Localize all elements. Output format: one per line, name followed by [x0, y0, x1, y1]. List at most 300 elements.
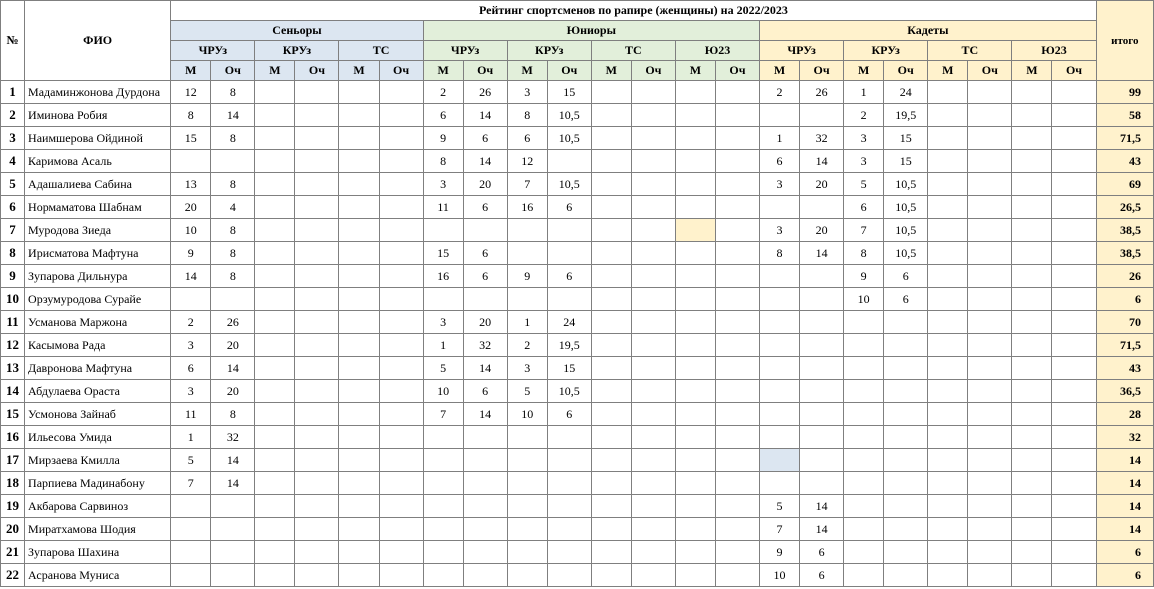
score-cell	[463, 288, 507, 311]
score-cell	[379, 242, 423, 265]
score-cell	[968, 426, 1012, 449]
score-cell	[968, 81, 1012, 104]
subheader-och: Оч	[379, 61, 423, 81]
score-cell	[928, 449, 968, 472]
row-total: 71,5	[1096, 127, 1153, 150]
score-cell: 20	[463, 311, 507, 334]
score-cell	[295, 472, 339, 495]
competition-header: КРУз	[507, 41, 591, 61]
table-row	[1, 518, 1154, 541]
score-cell	[715, 81, 759, 104]
score-cell	[211, 541, 255, 564]
score-cell: 6	[463, 196, 507, 219]
row-number: 20	[1, 518, 25, 541]
subheader-och: Оч	[1052, 61, 1096, 81]
score-cell: 3	[507, 357, 547, 380]
score-cell: 20	[800, 219, 844, 242]
score-cell	[423, 426, 463, 449]
table-row	[1, 81, 1154, 104]
score-cell	[255, 288, 295, 311]
score-cell: 8	[171, 104, 211, 127]
score-cell: 10	[844, 288, 884, 311]
score-cell	[675, 104, 715, 127]
score-cell: 12	[171, 81, 211, 104]
score-cell: 15	[547, 81, 591, 104]
competition-header: Ю23	[675, 41, 759, 61]
score-cell: 6	[171, 357, 211, 380]
score-cell	[591, 173, 631, 196]
score-cell	[1052, 104, 1096, 127]
score-cell	[631, 242, 675, 265]
score-cell: 3	[171, 380, 211, 403]
score-cell	[295, 403, 339, 426]
score-cell	[463, 564, 507, 587]
score-cell	[1012, 426, 1052, 449]
score-cell	[379, 81, 423, 104]
table-row	[1, 265, 1154, 288]
score-cell: 8	[423, 150, 463, 173]
athlete-name: Ирисматова Мафтуна	[25, 242, 171, 265]
score-cell	[675, 173, 715, 196]
row-total: 28	[1096, 403, 1153, 426]
score-cell	[928, 403, 968, 426]
score-cell	[295, 219, 339, 242]
score-cell	[675, 334, 715, 357]
score-cell	[844, 495, 884, 518]
score-cell	[928, 127, 968, 150]
score-cell: 24	[884, 81, 928, 104]
score-cell	[1052, 127, 1096, 150]
score-cell	[591, 564, 631, 587]
score-cell: 6	[423, 104, 463, 127]
row-total: 14	[1096, 449, 1153, 472]
score-cell	[339, 104, 379, 127]
competition-header: ТС	[591, 41, 675, 61]
score-cell	[295, 242, 339, 265]
score-cell	[1052, 495, 1096, 518]
score-cell	[760, 196, 800, 219]
score-cell	[760, 449, 800, 472]
score-cell	[423, 288, 463, 311]
score-cell: 15	[171, 127, 211, 150]
score-cell	[800, 104, 844, 127]
score-cell	[339, 403, 379, 426]
score-cell	[968, 288, 1012, 311]
table-row	[1, 380, 1154, 403]
score-cell	[171, 495, 211, 518]
score-cell	[1052, 426, 1096, 449]
subheader-m: М	[675, 61, 715, 81]
score-cell	[507, 242, 547, 265]
table-row	[1, 495, 1154, 518]
score-cell	[255, 219, 295, 242]
score-cell	[675, 495, 715, 518]
row-total: 71,5	[1096, 334, 1153, 357]
score-cell: 6	[800, 564, 844, 587]
athlete-name: Каримова Асаль	[25, 150, 171, 173]
subheader-m: М	[339, 61, 379, 81]
score-cell	[1012, 495, 1052, 518]
score-cell: 2	[423, 81, 463, 104]
score-cell	[379, 564, 423, 587]
competition-header: ТС	[339, 41, 423, 61]
row-total: 6	[1096, 541, 1153, 564]
score-cell	[968, 403, 1012, 426]
score-cell	[631, 311, 675, 334]
score-cell: 6	[800, 541, 844, 564]
score-cell	[715, 380, 759, 403]
score-cell	[339, 472, 379, 495]
score-cell: 7	[760, 518, 800, 541]
score-cell	[255, 449, 295, 472]
score-cell: 8	[211, 81, 255, 104]
score-cell: 3	[507, 81, 547, 104]
score-cell: 14	[800, 495, 844, 518]
row-total: 70	[1096, 311, 1153, 334]
score-cell	[591, 518, 631, 541]
score-cell	[591, 150, 631, 173]
score-cell	[379, 150, 423, 173]
score-cell	[255, 518, 295, 541]
group-header-senior: Сеньоры	[171, 21, 423, 41]
score-cell	[423, 518, 463, 541]
score-cell	[715, 288, 759, 311]
score-cell	[675, 196, 715, 219]
score-cell	[631, 127, 675, 150]
score-cell	[295, 495, 339, 518]
row-total: 14	[1096, 472, 1153, 495]
athlete-name: Иминова Робия	[25, 104, 171, 127]
score-cell: 14	[463, 104, 507, 127]
score-cell	[928, 564, 968, 587]
score-cell: 9	[171, 242, 211, 265]
score-cell	[547, 518, 591, 541]
score-cell	[1052, 311, 1096, 334]
athlete-name: Акбарова Сарвиноз	[25, 495, 171, 518]
score-cell: 3	[760, 173, 800, 196]
score-cell	[760, 380, 800, 403]
athlete-name: Давронова Мафтуна	[25, 357, 171, 380]
table-row	[1, 311, 1154, 334]
competition-header: ЧРУз	[423, 41, 507, 61]
score-cell: 32	[463, 334, 507, 357]
score-cell	[800, 472, 844, 495]
score-cell	[591, 196, 631, 219]
score-cell	[844, 334, 884, 357]
score-cell: 7	[423, 403, 463, 426]
score-cell	[295, 564, 339, 587]
score-cell	[1052, 265, 1096, 288]
score-cell	[171, 564, 211, 587]
row-number: 21	[1, 541, 25, 564]
score-cell	[295, 81, 339, 104]
score-cell	[715, 403, 759, 426]
score-cell	[339, 127, 379, 150]
score-cell: 9	[760, 541, 800, 564]
score-cell	[423, 449, 463, 472]
score-cell: 8	[211, 242, 255, 265]
score-cell: 3	[423, 311, 463, 334]
score-cell	[715, 265, 759, 288]
table-row	[1, 104, 1154, 127]
score-cell: 14	[800, 150, 844, 173]
score-cell	[255, 334, 295, 357]
score-cell	[715, 518, 759, 541]
score-cell	[1012, 449, 1052, 472]
table-row	[1, 196, 1154, 219]
score-cell: 8	[211, 219, 255, 242]
score-cell	[295, 127, 339, 150]
score-cell	[631, 518, 675, 541]
score-cell	[884, 449, 928, 472]
score-cell	[295, 173, 339, 196]
row-total: 38,5	[1096, 219, 1153, 242]
score-cell	[547, 495, 591, 518]
row-total: 26,5	[1096, 196, 1153, 219]
score-cell: 7	[171, 472, 211, 495]
score-cell	[1012, 357, 1052, 380]
row-total: 69	[1096, 173, 1153, 196]
score-cell	[928, 81, 968, 104]
row-number: 14	[1, 380, 25, 403]
subheader-m: М	[844, 61, 884, 81]
score-cell: 6	[547, 265, 591, 288]
subheader-m: М	[423, 61, 463, 81]
score-cell	[715, 541, 759, 564]
score-cell	[1052, 219, 1096, 242]
score-cell	[1052, 564, 1096, 587]
row-total: 43	[1096, 150, 1153, 173]
score-cell	[211, 564, 255, 587]
score-cell	[339, 173, 379, 196]
athlete-name: Усманова Маржона	[25, 311, 171, 334]
score-cell	[800, 265, 844, 288]
score-cell	[379, 357, 423, 380]
score-cell	[631, 219, 675, 242]
score-cell: 14	[463, 403, 507, 426]
subheader-och: Оч	[800, 61, 844, 81]
row-number: 9	[1, 265, 25, 288]
score-cell	[339, 518, 379, 541]
score-cell: 10,5	[547, 380, 591, 403]
score-cell	[760, 311, 800, 334]
score-cell	[675, 541, 715, 564]
score-cell: 10	[171, 219, 211, 242]
score-cell	[255, 127, 295, 150]
score-cell	[1052, 518, 1096, 541]
competition-header: КРУз	[844, 41, 928, 61]
score-cell	[715, 426, 759, 449]
score-cell: 6	[463, 265, 507, 288]
score-cell	[928, 150, 968, 173]
score-cell	[379, 426, 423, 449]
score-cell	[968, 173, 1012, 196]
score-cell	[760, 426, 800, 449]
score-cell: 8	[844, 242, 884, 265]
score-cell	[591, 265, 631, 288]
score-cell: 10	[507, 403, 547, 426]
score-cell	[1012, 173, 1052, 196]
score-cell: 8	[211, 265, 255, 288]
score-cell	[715, 196, 759, 219]
score-cell	[968, 518, 1012, 541]
score-cell	[339, 380, 379, 403]
score-cell	[423, 495, 463, 518]
score-cell	[463, 426, 507, 449]
score-cell	[715, 449, 759, 472]
score-cell	[171, 288, 211, 311]
score-cell	[1052, 449, 1096, 472]
score-cell: 6	[884, 265, 928, 288]
score-cell	[1052, 357, 1096, 380]
score-cell: 19,5	[884, 104, 928, 127]
score-cell	[295, 334, 339, 357]
score-cell	[631, 357, 675, 380]
score-cell: 24	[547, 311, 591, 334]
score-cell	[211, 288, 255, 311]
score-cell	[1052, 196, 1096, 219]
score-cell	[591, 127, 631, 150]
competition-header: ЧРУз	[171, 41, 255, 61]
row-number: 18	[1, 472, 25, 495]
score-cell	[844, 472, 884, 495]
score-cell	[463, 518, 507, 541]
header-total: итого	[1096, 1, 1153, 81]
score-cell: 8	[211, 127, 255, 150]
score-cell	[928, 311, 968, 334]
score-cell	[968, 196, 1012, 219]
score-cell: 5	[507, 380, 547, 403]
score-cell	[675, 380, 715, 403]
score-cell	[968, 242, 1012, 265]
score-cell	[631, 334, 675, 357]
score-cell: 10,5	[884, 196, 928, 219]
athlete-name: Адашалиева Сабина	[25, 173, 171, 196]
score-cell	[715, 472, 759, 495]
score-cell	[211, 150, 255, 173]
score-cell	[1012, 380, 1052, 403]
score-cell: 10	[760, 564, 800, 587]
score-cell	[379, 495, 423, 518]
subheader-och: Оч	[463, 61, 507, 81]
score-cell	[295, 426, 339, 449]
subheader-och: Оч	[547, 61, 591, 81]
score-cell	[715, 173, 759, 196]
score-cell	[675, 311, 715, 334]
score-cell: 3	[844, 150, 884, 173]
table-row	[1, 449, 1154, 472]
score-cell	[1012, 564, 1052, 587]
score-cell: 10,5	[547, 173, 591, 196]
score-cell: 9	[423, 127, 463, 150]
score-cell: 14	[211, 449, 255, 472]
score-cell: 6	[547, 403, 591, 426]
score-cell	[968, 127, 1012, 150]
row-number: 15	[1, 403, 25, 426]
athlete-name: Зупарова Шахина	[25, 541, 171, 564]
group-header-junior: Юниоры	[423, 21, 759, 41]
score-cell	[928, 334, 968, 357]
score-cell	[968, 380, 1012, 403]
score-cell: 6	[463, 127, 507, 150]
score-cell	[968, 472, 1012, 495]
score-cell	[675, 127, 715, 150]
score-cell	[171, 150, 211, 173]
table-row	[1, 357, 1154, 380]
score-cell	[507, 219, 547, 242]
score-cell	[1012, 518, 1052, 541]
score-cell	[844, 564, 884, 587]
score-cell	[715, 564, 759, 587]
score-cell	[547, 541, 591, 564]
score-cell	[295, 265, 339, 288]
score-cell	[884, 357, 928, 380]
score-cell	[255, 564, 295, 587]
score-cell	[591, 219, 631, 242]
score-cell	[463, 541, 507, 564]
score-cell	[928, 219, 968, 242]
score-cell: 15	[547, 357, 591, 380]
score-cell	[295, 380, 339, 403]
athlete-name: Нормаматова Шабнам	[25, 196, 171, 219]
score-cell	[255, 357, 295, 380]
score-cell	[255, 380, 295, 403]
score-cell	[255, 495, 295, 518]
score-cell: 7	[844, 219, 884, 242]
score-cell	[295, 449, 339, 472]
score-cell	[507, 426, 547, 449]
competition-header: ТС	[928, 41, 1012, 61]
score-cell	[715, 219, 759, 242]
table-row	[1, 564, 1154, 587]
score-cell	[339, 541, 379, 564]
score-cell	[715, 104, 759, 127]
score-cell: 1	[423, 334, 463, 357]
score-cell	[675, 265, 715, 288]
score-cell	[339, 196, 379, 219]
score-cell	[968, 449, 1012, 472]
score-cell	[884, 403, 928, 426]
row-total: 43	[1096, 357, 1153, 380]
score-cell	[463, 449, 507, 472]
athlete-name: Наимшерова Ойдиной	[25, 127, 171, 150]
score-cell	[928, 472, 968, 495]
score-cell	[631, 495, 675, 518]
score-cell: 15	[884, 127, 928, 150]
score-cell	[255, 265, 295, 288]
subheader-m: М	[1012, 61, 1052, 81]
score-cell	[800, 449, 844, 472]
row-number: 8	[1, 242, 25, 265]
score-cell	[379, 518, 423, 541]
score-cell	[1012, 242, 1052, 265]
score-cell: 15	[884, 150, 928, 173]
score-cell	[1012, 196, 1052, 219]
score-cell	[339, 219, 379, 242]
score-cell	[928, 357, 968, 380]
score-cell	[844, 380, 884, 403]
score-cell: 26	[463, 81, 507, 104]
score-cell	[928, 541, 968, 564]
table-row	[1, 334, 1154, 357]
score-cell: 20	[463, 173, 507, 196]
score-cell	[1012, 265, 1052, 288]
row-total: 6	[1096, 564, 1153, 587]
table-row	[1, 242, 1154, 265]
score-cell	[591, 380, 631, 403]
score-cell: 16	[507, 196, 547, 219]
row-number: 17	[1, 449, 25, 472]
